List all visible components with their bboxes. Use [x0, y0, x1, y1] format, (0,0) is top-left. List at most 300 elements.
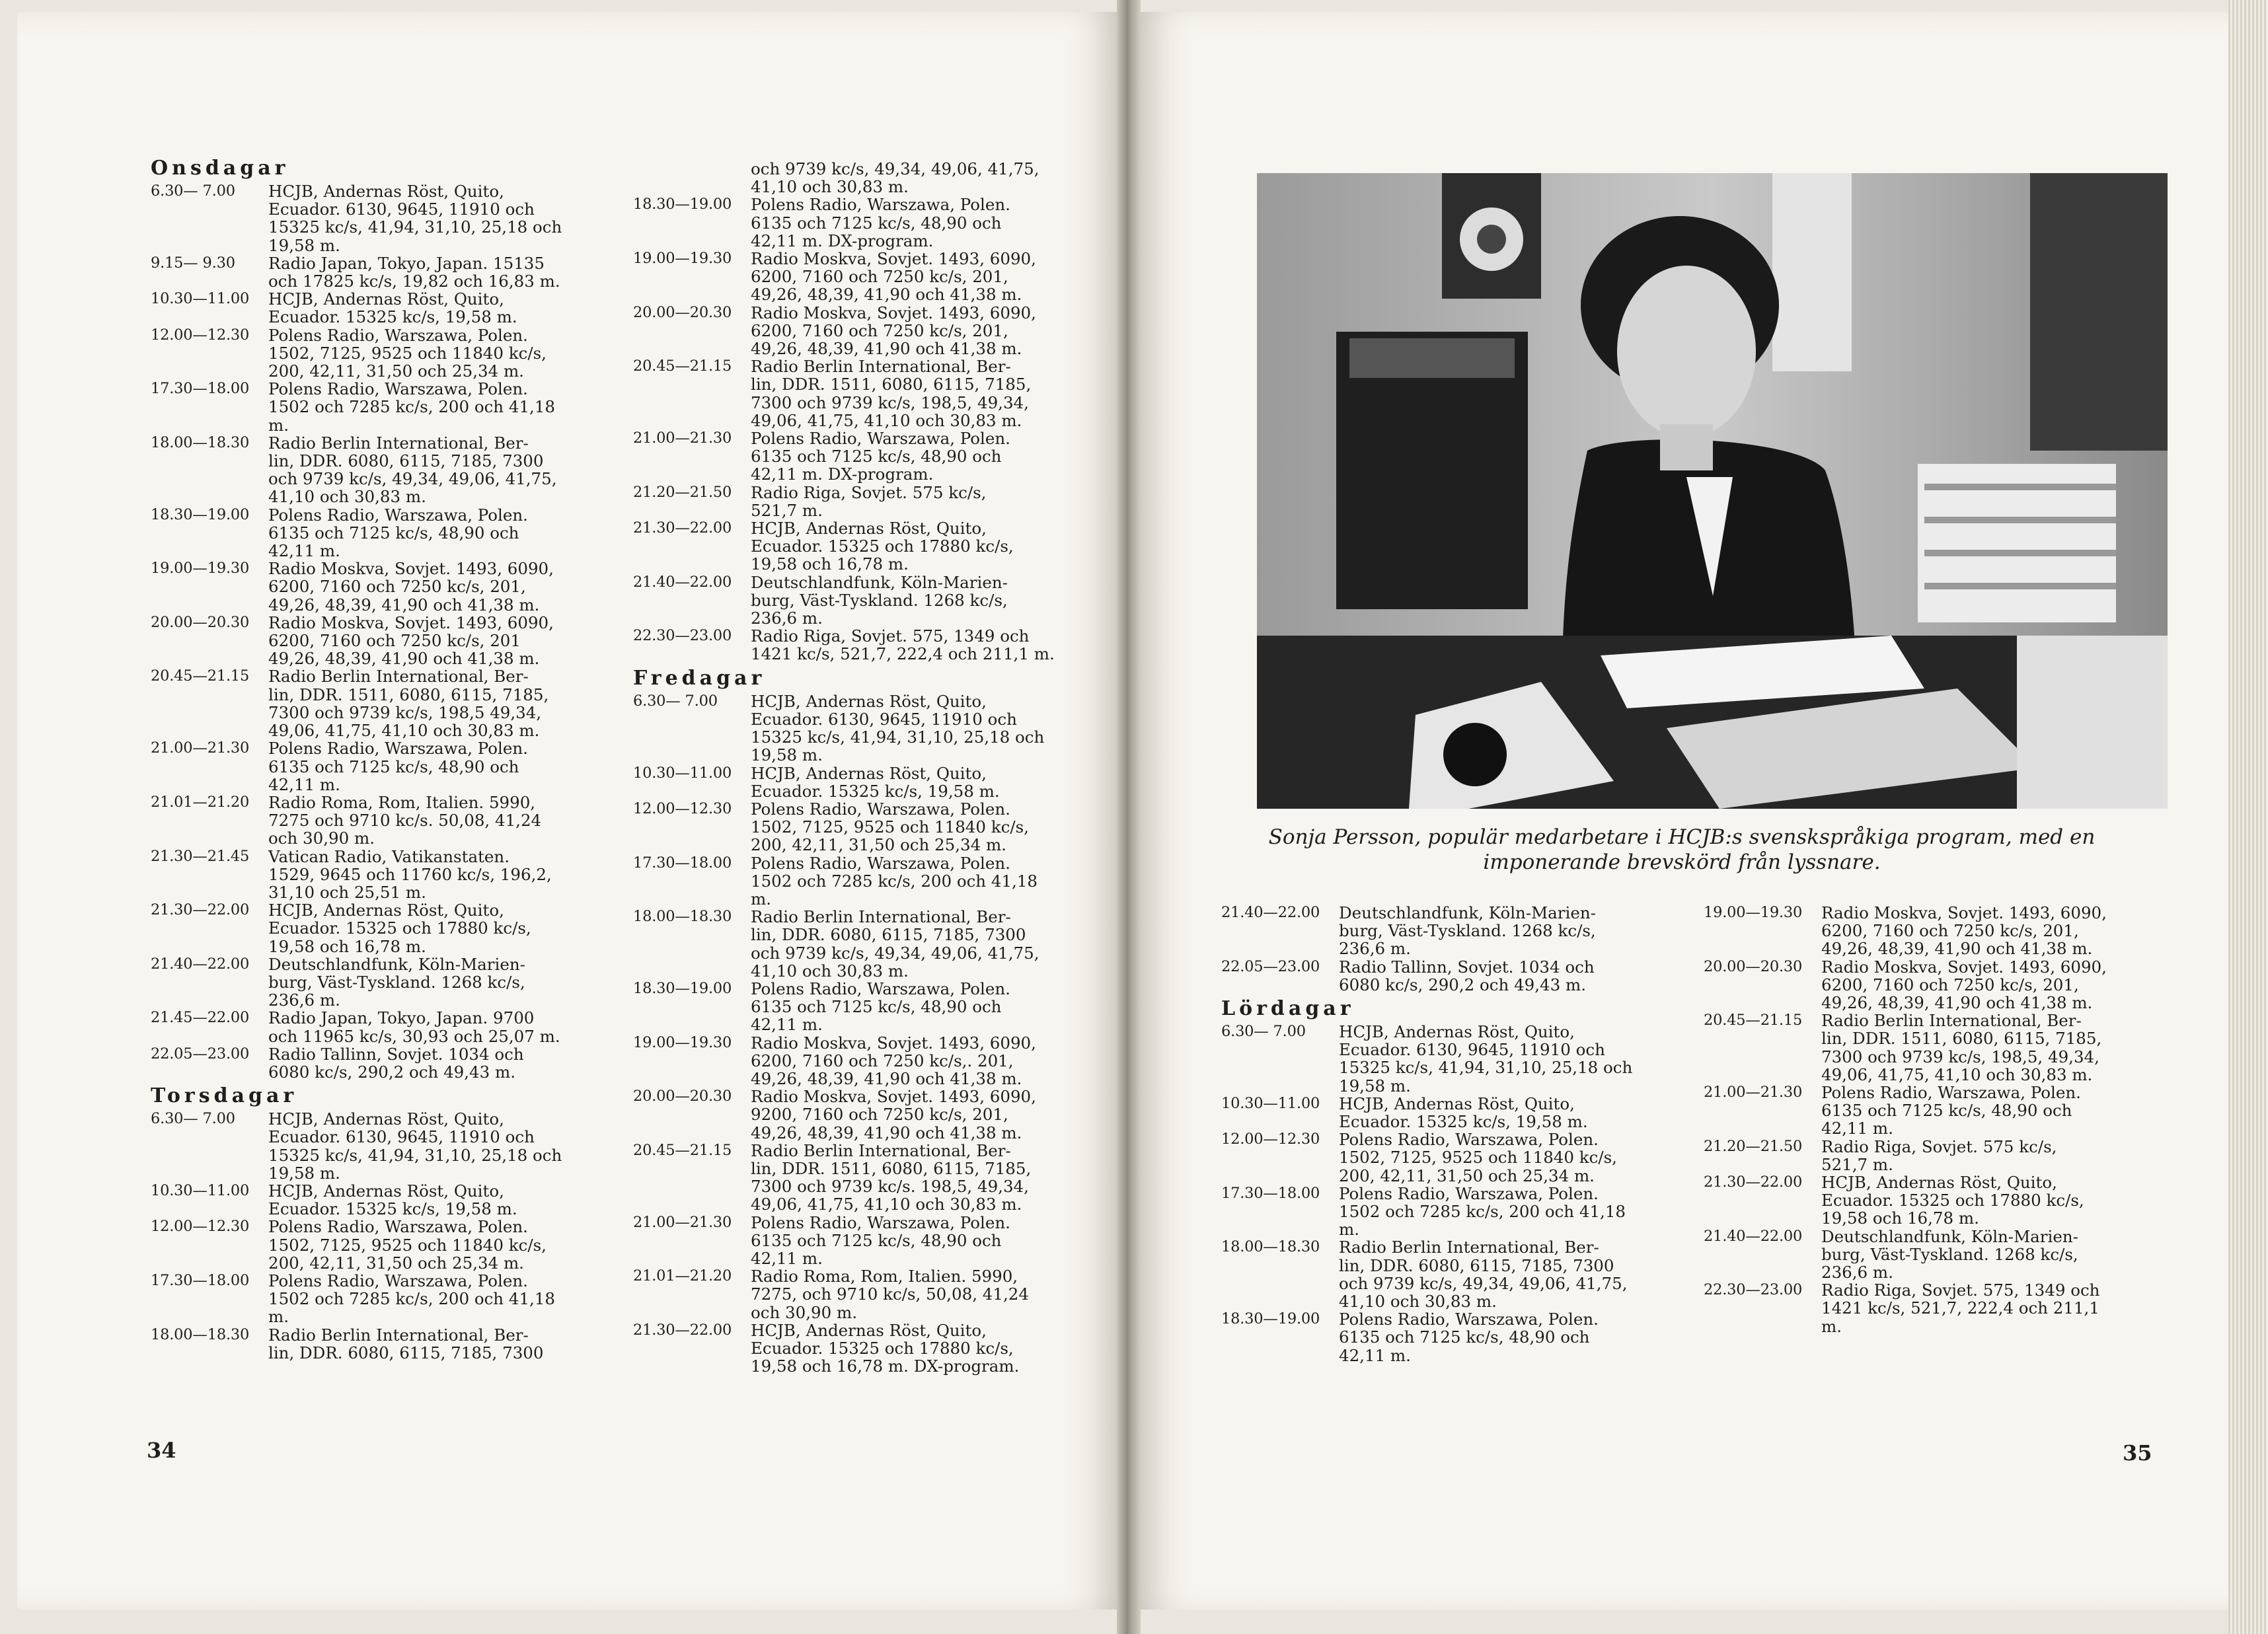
schedule-text — [751, 484, 1075, 519]
schedule-time: 21.40—22.00 — [633, 573, 732, 591]
schedule-entry — [151, 1272, 592, 1326]
schedule-text-line: 6135 och 7125 kc/s, 48,90 och — [751, 213, 1002, 233]
schedule-text-line: 1502 och 7285 kc/s, 200 och 41,18 — [268, 397, 556, 417]
schedule-text — [1339, 1131, 1651, 1185]
schedule-entry — [151, 614, 592, 668]
schedule-text-line: 49,26, 48,39, 41,90 och 41,38 m. — [1821, 993, 2093, 1013]
schedule-entry — [1704, 1084, 2145, 1138]
schedule-time: 18.00—18.30 — [151, 433, 250, 451]
schedule-text — [751, 1088, 1075, 1142]
schedule-text-line: Radio Moskva, Sovjet. 1493, 6090, — [751, 249, 1036, 269]
schedule-text-line: 1502 och 7285 kc/s, 200 och 41,18 — [751, 871, 1038, 891]
schedule-text-line: burg, Väst-Tyskland. 1268 kc/s, — [751, 590, 1008, 610]
schedule-entry — [151, 848, 592, 902]
schedule-text-line: Deutschlandfunk, Köln-Marien- — [751, 572, 1008, 592]
schedule-entry — [1704, 1281, 2145, 1335]
schedule-text-line: lin, DDR. 6080, 6115, 7185, 7300 — [268, 1343, 544, 1362]
schedule-text-line: Radio Roma, Rom, Italien. 5990, — [751, 1267, 1018, 1286]
schedule-text-line: lin, DDR. 1511, 6080, 6115, 7185, — [751, 1158, 1032, 1178]
schedule-text-line: HCJB, Andernas Röst, Quito, — [751, 1320, 987, 1340]
schedule-entry — [151, 380, 592, 434]
schedule-text-line: Polens Radio, Warszawa, Polen. — [268, 379, 528, 399]
schedule-text — [268, 290, 592, 326]
schedule-entry — [633, 1321, 1075, 1376]
schedule-text — [1339, 904, 1651, 958]
schedule-text-line: burg, Väst-Tyskland. 1268 kc/s, — [1339, 921, 1596, 941]
schedule-text — [268, 560, 592, 614]
schedule-text-line: Radio Riga, Sovjet. 575 kc/s, — [1821, 1136, 2057, 1156]
schedule-entry — [633, 908, 1075, 980]
schedule-text-line: Deutschlandfunk, Köln-Marien- — [1339, 903, 1596, 922]
schedule-text-line: Radio Tallinn, Sovjet. 1034 och — [1339, 957, 1595, 977]
schedule-text — [268, 1182, 592, 1218]
schedule-entry — [151, 182, 592, 254]
schedule-time: 6.30— 7.00 — [633, 692, 718, 710]
schedule-text — [751, 1142, 1075, 1214]
schedule-text-line: och 9739 kc/s, 49,34, 49,06, 41,75, — [268, 469, 557, 489]
schedule-entry — [1221, 1185, 1651, 1239]
schedule-text-line: Polens Radio, Warszawa, Polen. — [1339, 1130, 1599, 1150]
schedule-text-line: HCJB, Andernas Röst, Quito, — [268, 901, 504, 920]
schedule-time: 12.00—12.30 — [151, 326, 250, 344]
schedule-entry — [151, 326, 592, 381]
schedule-text-line: och 11965 kc/s, 30,93 och 25,07 m. — [268, 1026, 560, 1046]
schedule-entry — [1704, 1012, 2145, 1084]
schedule-text — [1339, 1238, 1651, 1310]
schedule-text-line: HCJB, Andernas Röst, Quito, — [751, 519, 987, 538]
schedule-time: 21.20—21.50 — [633, 483, 732, 501]
schedule-text-line: 521,7 m. — [751, 500, 823, 520]
schedule-time: 6.30— 7.00 — [151, 1110, 235, 1128]
schedule-text-line: lin, DDR. 6080, 6115, 7185, 7300 — [268, 451, 544, 471]
schedule-text-line: 6080 kc/s, 290,2 och 49,43 m. — [1339, 975, 1587, 994]
schedule-time: 12.00—12.30 — [633, 799, 732, 817]
schedule-entry — [1704, 1173, 2145, 1228]
schedule-time: 19.00—19.30 — [633, 1033, 732, 1051]
schedule-text-line: Radio Japan, Tokyo, Japan. 15135 — [268, 253, 545, 273]
schedule-text — [268, 506, 592, 560]
schedule-text-line: Polens Radio, Warszawa, Polen. — [268, 739, 528, 759]
schedule-text-line: 236,6 m. — [1821, 1263, 1893, 1282]
schedule-entry — [151, 901, 592, 955]
schedule-text-line: 6135 och 7125 kc/s, 48,90 och — [1821, 1101, 2072, 1121]
schedule-entry — [151, 254, 592, 290]
schedule-text-line: 236,6 m. — [268, 990, 340, 1010]
schedule-time: 20.00—20.30 — [633, 1088, 732, 1105]
schedule-text-line: 200, 42,11, 31,50 och 25,34 m. — [1339, 1166, 1595, 1185]
schedule-time: 21.00—21.30 — [151, 739, 250, 757]
schedule-text-line: 236,6 m. — [751, 609, 823, 628]
schedule-text-line: lin, DDR. 1511, 6080, 6115, 7185, — [268, 685, 549, 704]
schedule-text-line: HCJB, Andernas Röst, Quito, — [268, 1181, 504, 1201]
schedule-text-line: 49,26, 48,39, 41,90 och 41,38 m. — [268, 595, 540, 614]
schedule-text-line: HCJB, Andernas Röst, Quito, — [268, 289, 504, 309]
schedule-text — [268, 901, 592, 955]
schedule-text-line: 6200, 7160 och 7250 kc/s, 201, — [268, 577, 526, 597]
schedule-text — [751, 692, 1075, 764]
schedule-text-line: Polens Radio, Warszawa, Polen. — [751, 853, 1010, 873]
schedule-text — [751, 764, 1075, 800]
schedule-time: 20.45—21.15 — [633, 357, 732, 375]
schedule-time: 21.45—22.00 — [151, 1009, 250, 1027]
schedule-text-line: 200, 42,11, 31,50 och 25,34 m. — [268, 361, 524, 381]
schedule-text-line: 19,58 och 16,78 m. — [1821, 1208, 1979, 1228]
schedule-time: 18.30—19.00 — [633, 979, 732, 997]
schedule-text-line: 1421 kc/s, 521,7, 222,4 och 211,1 — [1821, 1298, 2099, 1318]
schedule-time: 20.00—20.30 — [151, 613, 250, 631]
schedule-text-line: Ecuador. 15325 och 17880 kc/s, — [751, 537, 1014, 556]
schedule-text-line: Radio Moskva, Sovjet. 1493, 6090, — [751, 303, 1036, 322]
schedule-text-line: lin, DDR. 1511, 6080, 6115, 7185, — [1821, 1029, 2102, 1049]
schedule-text — [751, 519, 1075, 574]
schedule-text-line: 6135 och 7125 kc/s, 48,90 och — [751, 447, 1002, 466]
schedule-text-line: Radio Moskva, Sovjet. 1493, 6090, — [268, 559, 554, 579]
schedule-entry — [633, 250, 1075, 304]
schedule-text — [268, 848, 592, 902]
schedule-text-line: 1502, 7125, 9525 och 11840 kc/s, — [268, 343, 547, 363]
schedule-text-line: Radio Riga, Sovjet. 575 kc/s, — [751, 482, 987, 502]
schedule-text — [751, 1267, 1075, 1321]
schedule-text — [268, 434, 592, 506]
schedule-text — [751, 1034, 1075, 1088]
schedule-text-line: 6200, 7160 och 7250 kc/s, 201, — [1821, 975, 2079, 994]
schedule-text — [751, 250, 1075, 304]
schedule-entry — [151, 955, 592, 1010]
schedule-text — [268, 254, 592, 290]
schedule-text-line: 9200, 7160 och 7250 kc/s, 201, — [751, 1105, 1008, 1125]
schedule-entry — [633, 980, 1075, 1034]
schedule-text-line: 1502, 7125, 9525 och 11840 kc/s, — [268, 1235, 547, 1255]
schedule-text-line: Ecuador. 15325 och 17880 kc/s, — [751, 1339, 1014, 1358]
schedule-text — [1339, 958, 1651, 994]
schedule-time: 18.30—19.00 — [151, 505, 250, 523]
schedule-time: 17.30—18.00 — [151, 1271, 250, 1289]
schedule-time: 18.30—19.00 — [1221, 1310, 1320, 1328]
schedule-text-line: 6135 och 7125 kc/s, 48,90 och — [268, 757, 519, 776]
schedule-text — [268, 955, 592, 1010]
schedule-text-line: Polens Radio, Warszawa, Polen. — [1339, 1310, 1599, 1329]
page-edges — [2228, 0, 2268, 1634]
right-page-column-2 — [1704, 904, 2145, 1335]
schedule-entry — [151, 1182, 592, 1218]
schedule-text-line: Radio Moskva, Sovjet. 1493, 6090, — [268, 613, 554, 632]
schedule-text-line: 41,10 och 30,83 m. — [1339, 1292, 1497, 1312]
schedule-time: 21.30—22.00 — [151, 901, 250, 919]
schedule-text-line: 200, 42,11, 31,50 och 25,34 m. — [751, 835, 1006, 855]
schedule-text — [1339, 1023, 1651, 1095]
schedule-text — [268, 1326, 592, 1362]
schedule-text-line: 19,58 m. — [268, 1163, 340, 1183]
schedule-text — [751, 1321, 1075, 1376]
schedule-time: 22.05—23.00 — [151, 1045, 250, 1062]
schedule-text — [751, 304, 1075, 358]
schedule-text-line: 19,58 och 16,78 m. — [751, 554, 909, 574]
schedule-entry — [151, 1110, 592, 1182]
schedule-text — [1821, 1138, 2145, 1173]
schedule-entry — [151, 1009, 592, 1045]
schedule-text-line: 49,26, 48,39, 41,90 och 41,38 m. — [751, 339, 1022, 359]
schedule-text — [268, 1045, 592, 1081]
schedule-text-line: Polens Radio, Warszawa, Polen. — [268, 1217, 528, 1237]
schedule-text-line: 1421 kc/s, 521,7, 222,4 och 211,1 m. — [751, 644, 1055, 664]
schedule-entry — [1704, 958, 2145, 1012]
schedule-text-line: 15325 kc/s, 41,94, 31,10, 25,18 och — [751, 727, 1045, 747]
schedule-text-line: 7300 och 9739 kc/s, 198,5, 49,34, — [751, 392, 1029, 412]
schedule-entry — [151, 1218, 592, 1272]
schedule-time: 18.00—18.30 — [151, 1325, 250, 1343]
schedule-time: 21.20—21.50 — [1704, 1137, 1803, 1155]
schedule-text — [751, 854, 1075, 909]
schedule-text-line: m. — [1339, 1220, 1360, 1240]
schedule-text — [1821, 1012, 2145, 1084]
schedule-time: 12.00—12.30 — [151, 1218, 250, 1236]
schedule-entry — [633, 429, 1075, 484]
schedule-text-line: 236,6 m. — [1339, 939, 1411, 959]
schedule-text — [751, 627, 1075, 663]
schedule-text-line: Radio Roma, Rom, Italien. 5990, — [268, 792, 536, 812]
schedule-time: 20.00—20.30 — [1704, 957, 1803, 975]
schedule-text-line: Ecuador. 6130, 9645, 11910 och — [268, 200, 535, 219]
schedule-text-line: 19,58 m. — [1339, 1076, 1411, 1096]
schedule-time: 17.30—18.00 — [151, 380, 250, 398]
schedule-text-line: Ecuador. 15325 kc/s, 19,58 m. — [751, 781, 1000, 801]
schedule-text-line: 42,11 m. — [1821, 1119, 1893, 1138]
schedule-text-line: 6080 kc/s, 290,2 och 49,43 m. — [268, 1062, 516, 1082]
schedule-text-line: och 17825 kc/s, 19,82 och 16,83 m. — [268, 272, 560, 291]
schedule-time: 6.30— 7.00 — [151, 182, 235, 200]
schedule-text-line: 41,10 och 30,83 m. — [268, 487, 426, 507]
schedule-text-line: 31,10 och 25,51 m. — [268, 882, 426, 902]
schedule-time: 21.30—22.00 — [633, 1321, 732, 1339]
schedule-text-line: 15325 kc/s, 41,94, 31,10, 25,18 och — [268, 1145, 562, 1165]
schedule-text-line: 15325 kc/s, 41,94, 31,10, 25,18 och — [1339, 1058, 1633, 1078]
schedule-text-line: HCJB, Andernas Röst, Quito, — [751, 763, 987, 783]
caption-line: imponerande brevskörd från lyssnare. — [1483, 850, 1881, 874]
schedule-text — [1821, 1084, 2145, 1138]
schedule-text-line: Polens Radio, Warszawa, Polen. — [1339, 1183, 1599, 1203]
schedule-text — [1821, 1228, 2145, 1282]
schedule-time: 9.15— 9.30 — [151, 254, 235, 272]
schedule-time: 19.00—19.30 — [151, 560, 250, 577]
schedule-text — [268, 1009, 592, 1045]
schedule-text-line: 49,26, 48,39, 41,90 och 41,38 m. — [1821, 939, 2093, 959]
schedule-text-line: och 9739 kc/s, 49,34, 49,06, 41,75, — [751, 159, 1040, 178]
schedule-entry — [1221, 1131, 1651, 1185]
schedule-text-line: 49,26, 48,39, 41,90 och 41,38 m. — [751, 285, 1022, 305]
page-number-left: 34 — [147, 1438, 176, 1463]
schedule-text-line: HCJB, Andernas Röst, Quito, — [1821, 1173, 2057, 1193]
schedule-entry — [1221, 1238, 1651, 1310]
schedule-entry — [633, 196, 1075, 250]
schedule-time: 20.45—21.15 — [151, 667, 250, 685]
schedule-text — [268, 182, 592, 254]
schedule-time: 20.00—20.30 — [633, 303, 732, 321]
schedule-text-line: Deutschlandfunk, Köln-Marien- — [1821, 1226, 2078, 1246]
schedule-time: 20.45—21.15 — [1704, 1012, 1803, 1029]
schedule-entry — [1704, 1138, 2145, 1173]
schedule-text-line: 7275 och 9710 kc/s. 50,08, 41,24 — [268, 811, 542, 831]
day-heading: Torsdagar — [151, 1084, 298, 1108]
schedule-text-line: 6135 och 7125 kc/s, 48,90 och — [751, 1230, 1002, 1250]
schedule-text-line: Radio Berlin International, Ber- — [751, 1140, 1011, 1160]
schedule-text — [268, 667, 592, 739]
schedule-time: 18.00—18.30 — [1221, 1238, 1320, 1256]
schedule-text — [751, 980, 1075, 1034]
schedule-text-line: 42,11 m. — [751, 1248, 823, 1268]
schedule-entry — [151, 739, 592, 794]
schedule-text-line: Radio Berlin International, Ber- — [268, 667, 529, 687]
schedule-text-line: lin, DDR. 1511, 6080, 6115, 7185, — [751, 375, 1032, 394]
schedule-text-line: m. — [1821, 1316, 1842, 1336]
schedule-text-line: 49,06, 41,75, 41,10 och 30,83 m. — [268, 721, 540, 741]
schedule-text — [1821, 1281, 2145, 1335]
schedule-time: 21.01—21.20 — [151, 793, 250, 811]
photo-sonja-persson — [1257, 173, 2168, 809]
schedule-text — [268, 1218, 592, 1272]
schedule-entry — [151, 1045, 592, 1081]
schedule-time: 17.30—18.00 — [633, 854, 732, 872]
schedule-time: 10.30—11.00 — [151, 1181, 250, 1199]
schedule-text-line: 19,58 och 16,78 m. DX-program. — [751, 1356, 1020, 1376]
schedule-time: 22.30—23.00 — [1704, 1281, 1803, 1299]
schedule-time: 21.00—21.30 — [633, 429, 732, 447]
schedule-text-line: 6200, 7160 och 7250 kc/s, 201, — [1821, 921, 2079, 941]
schedule-text-line: Polens Radio, Warszawa, Polen. — [751, 979, 1010, 998]
schedule-text-line: Polens Radio, Warszawa, Polen. — [268, 1271, 528, 1290]
schedule-text-line: 49,06, 41,75, 41,10 och 30,83 m. — [1821, 1064, 2093, 1084]
schedule-text — [1339, 1185, 1651, 1239]
schedule-entry — [151, 506, 592, 560]
schedule-text-line: och 30,90 m. — [751, 1302, 857, 1322]
schedule-entry — [633, 519, 1075, 574]
schedule-time: 21.01—21.20 — [633, 1267, 732, 1285]
schedule-text-line: och 30,90 m. — [268, 829, 375, 848]
schedule-text — [268, 1272, 592, 1326]
schedule-text-line: Ecuador. 15325 kc/s, 19,58 m. — [268, 1199, 517, 1219]
schedule-entry — [633, 764, 1075, 800]
schedule-text — [1821, 958, 2145, 1012]
schedule-text-line: Radio Berlin International, Ber- — [268, 433, 529, 453]
schedule-text — [268, 326, 592, 381]
right-page-column-1 — [1221, 904, 1651, 1364]
schedule-text-line: 6200, 7160 och 7250 kc/s,. 201, — [751, 1051, 1014, 1070]
schedule-text-line: 19,58 m. — [751, 745, 823, 765]
schedule-text-line: Radio Berlin International, Ber- — [1339, 1238, 1599, 1257]
book-gutter — [1117, 0, 1141, 1634]
schedule-text-line: lin, DDR. 6080, 6115, 7185, 7300 — [1339, 1255, 1614, 1275]
schedule-text-line: Ecuador. 15325 kc/s, 19,58 m. — [1339, 1112, 1588, 1132]
schedule-text-line: 42,11 m. DX-program. — [751, 231, 934, 250]
schedule-text-line: 7300 och 9739 kc/s. 198,5, 49,34, — [751, 1177, 1029, 1197]
schedule-text-line: Radio Tallinn, Sovjet. 1034 och — [268, 1044, 524, 1064]
schedule-entry — [633, 1267, 1075, 1321]
schedule-text-line: Ecuador. 15325 och 17880 kc/s, — [268, 918, 531, 938]
schedule-text — [751, 574, 1075, 628]
schedule-text-line: 42,11 m. — [268, 774, 340, 794]
schedule-text — [751, 908, 1075, 980]
photo-image — [1257, 173, 2168, 809]
schedule-text-line: 42,11 m. — [268, 541, 340, 561]
schedule-text-line: 49,26, 48,39, 41,90 och 41,38 m. — [268, 649, 540, 669]
schedule-text-line: Polens Radio, Warszawa, Polen. — [751, 799, 1010, 819]
schedule-text-line: Radio Berlin International, Ber- — [268, 1325, 529, 1345]
schedule-text-line: 200, 42,11, 31,50 och 25,34 m. — [268, 1253, 524, 1273]
schedule-text-line: burg, Väst-Tyskland. 1268 kc/s, — [268, 972, 525, 992]
schedule-entry — [151, 434, 592, 506]
schedule-text-line: HCJB, Andernas Röst, Quito, — [268, 182, 504, 201]
schedule-entry — [151, 667, 592, 739]
schedule-text-line: lin, DDR. 6080, 6115, 7185, 7300 — [751, 925, 1026, 945]
schedule-entry — [633, 1142, 1075, 1214]
schedule-entry — [1221, 1310, 1651, 1364]
schedule-text-line: Ecuador. 6130, 9645, 11910 och — [1339, 1040, 1605, 1060]
schedule-entry — [633, 574, 1075, 628]
schedule-text-line: burg, Väst-Tyskland. 1268 kc/s, — [1821, 1244, 2078, 1264]
schedule-entry — [633, 627, 1075, 663]
schedule-text-line: 1502 och 7285 kc/s, 200 och 41,18 — [1339, 1202, 1626, 1222]
left-page-column-1 — [151, 153, 592, 1362]
schedule-entry — [633, 357, 1075, 429]
schedule-text-line: Radio Riga, Sovjet. 575, 1349 och — [751, 626, 1030, 646]
schedule-text — [751, 800, 1075, 854]
schedule-time: 19.00—19.30 — [633, 250, 732, 268]
schedule-entry — [1221, 958, 1651, 994]
schedule-text-line: Deutschlandfunk, Köln-Marien- — [268, 954, 525, 974]
photo-caption — [1216, 825, 2148, 875]
day-heading: Lördagar — [1221, 997, 1355, 1021]
schedule-text-line: 19,58 och 16,78 m. — [268, 936, 426, 956]
schedule-entry — [633, 1088, 1075, 1142]
schedule-text-line: 6135 och 7125 kc/s, 48,90 och — [1339, 1327, 1590, 1347]
schedule-text-line: Polens Radio, Warszawa, Polen. — [268, 325, 528, 345]
schedule-entry — [633, 304, 1075, 358]
schedule-time: 10.30—11.00 — [633, 764, 732, 782]
schedule-time: 21.00—21.30 — [633, 1213, 732, 1231]
schedule-text-line: 7300 och 9739 kc/s, 198,5 49,34, — [268, 702, 542, 722]
schedule-text — [268, 1110, 592, 1182]
schedule-text-line: Radio Berlin International, Ber- — [751, 907, 1011, 927]
schedule-text-line: Vatican Radio, Vatikanstaten. — [268, 846, 510, 866]
schedule-text-line: Ecuador. 15325 kc/s, 19,58 m. — [268, 307, 517, 327]
schedule-entry — [633, 692, 1075, 764]
schedule-text — [751, 357, 1075, 429]
schedule-text-line: 42,11 m. — [1339, 1345, 1411, 1365]
schedule-entry — [1221, 1023, 1651, 1095]
schedule-text-line: 6200, 7160 och 7250 kc/s, 201 — [268, 631, 521, 651]
schedule-text-line: 49,26, 48,39, 41,90 och 41,38 m. — [751, 1068, 1022, 1088]
schedule-text — [751, 429, 1075, 484]
schedule-time: 21.00—21.30 — [1704, 1084, 1803, 1101]
schedule-text — [1821, 1173, 2145, 1228]
schedule-text-line: 15325 kc/s, 41,94, 31,10, 25,18 och — [268, 217, 562, 237]
schedule-text-line: Polens Radio, Warszawa, Polen. — [1821, 1083, 2081, 1103]
schedule-text-line: Radio Moskva, Sovjet. 1493, 6090, — [1821, 903, 2107, 922]
schedule-time: 21.40—22.00 — [1221, 904, 1320, 921]
schedule-text — [751, 1214, 1075, 1268]
schedule-text-line: Polens Radio, Warszawa, Polen. — [751, 195, 1010, 215]
schedule-text-line: 42,11 m. DX-program. — [751, 464, 934, 484]
schedule-entry — [1221, 1095, 1651, 1131]
schedule-time: 10.30—11.00 — [151, 290, 250, 308]
schedule-text-line: 6135 och 7125 kc/s, 48,90 och — [268, 523, 519, 542]
schedule-entry — [151, 1326, 592, 1362]
schedule-text-line: 6135 och 7125 kc/s, 48,90 och — [751, 997, 1002, 1017]
schedule-entry — [633, 800, 1075, 854]
schedule-time: 22.05—23.00 — [1221, 957, 1320, 975]
schedule-time: 6.30— 7.00 — [1221, 1023, 1306, 1041]
schedule-text — [1339, 1095, 1651, 1131]
schedule-text — [1339, 1310, 1651, 1364]
